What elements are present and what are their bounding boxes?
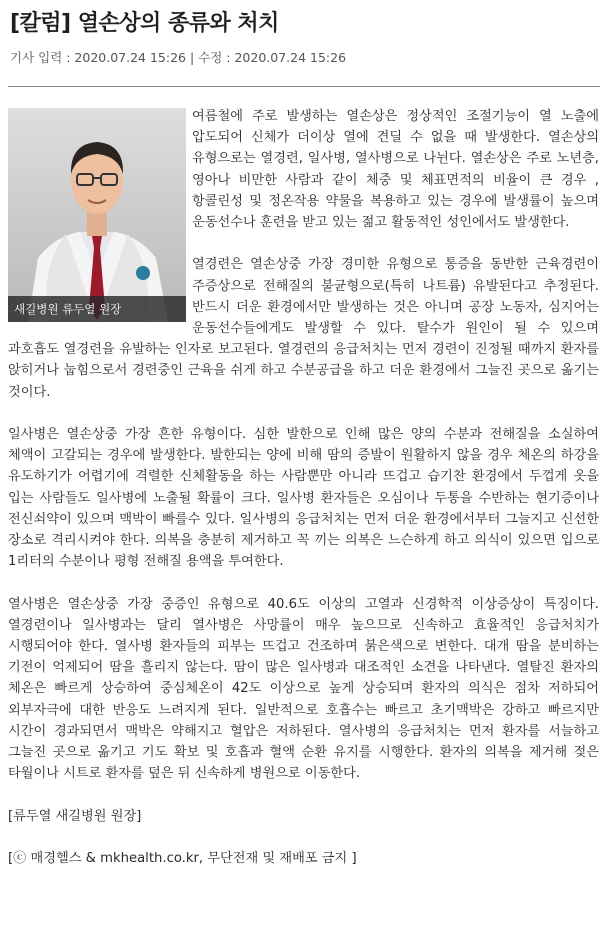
article-meta: 기사 입력 : 2020.07.24 15:26 | 수정 : 2020.07.24 15:26 (10, 50, 347, 65)
photo-spacer (8, 106, 192, 322)
article-title: [칼럼] 열손상의 종류와 처치 (10, 11, 279, 36)
article-body (8, 106, 599, 869)
paragraph-3: 일사병은 열손상중 가장 흔한 유형이다. 심한 발한으로 인해 많은 양의 수분과 전해질을 소실하여 체액이 고갈되는 경우에 발생한다. 발한되는 양에 비해 땀의 증발이 원활하지 않을 경우 체온의 하강을 유도하기가 어렵기에 격렬한 신체활동을 하는 사람뿐만 아니라 뜨겁고 습기찬 환경에서 두껍게 옷을 입는 사람들도 일사병에 노출될 확률이 크다. 일사병 환자들은 오심이나 두통을 수반하는 현기증이나 전신쇠약이 있으며 맥박이 빠를수 있다. 일사병의 응급처치는 먼저 더운 환경에서부터 그늘지고 신선한 장소로 격리시켜야 한다. 의복을 충분히 제거하고 꼭 끼는 의복은 느슨하게 하고 의식이 있으면 입으로 1리터의 수분이나 평형 전해질 용액을 투여한다. (8, 427, 599, 570)
divider (8, 86, 600, 87)
paragraph-2: 열경련은 열손상중 가장 경미한 유형으로 통증을 동반한 근육경련이 주증상으로 전해질의 불균형으로(특히 나트륨) 유발된다고 추정된다. 반드시 더운 환경에서만 발생하는 것은 아니며 공장 노동자, 심지어는 운동선수들에게도 발생할 수 있다. 탈수가 원인이 될 수 있으며 과호흡도 열경련을 유발하는 인자로 보고된다. 열경련의 응급처치는 먼저 경련이 진정될 때까지 환자를 앉히거나 눕힘으로서 경련중인 근육을 쉬게 하고 수분공급을 하고 더운 환경에서 그늘진 곳으로 옮기는 것이다. (8, 257, 599, 400)
byline: [류두열 새길병원 원장] (8, 808, 142, 824)
photo-caption: 새길병원 류두열 원장 (8, 296, 186, 322)
copyright-notice: [ⓒ 매경헬스 & mkhealth.co.kr, 무단전재 및 재배포 금지 ] (8, 851, 357, 867)
paragraph-4: 열사병은 열손상중 가장 중증인 유형으로 40.6도 이상의 고열과 신경학적 이상증상이 특징이다. 열경련이나 일사병과는 달리 열사병은 사망률이 매우 높으므로 신속하고 효율적인 응급처치가 시행되어야 한다. 열사병 환자들의 피부는 뜨겁고 건조하며 붉은색으로 변한다. 대개 땀을 분비하는 기전이 억제되어 땀을 흘리지 않는다. 땀이 많은 일사병과 대조적인 소견을 나타낸다. 열탈진 환자의 체온은 빠르게 상승하여 중심체온이 42도 이상으로 높게 상승되며 환자의 의식은 점차 저하되어 외부자극에 대한 반응도 느려지게 된다. 일반적으로 호흡수는 빠르고 초기맥박은 강하고 빠르지만 시간이 경과되면서 맥박은 약해지고 혈압은 저하된다. 열사병의 응급처치는 먼저 환자를 서늘하고 그늘진 곳으로 옮기고 기도 확보 및 호흡과 혈액 순환 유지를 시행한다. 환자의 의복을 제거해 젖은 타월이나 시트로 환자를 덮은 뒤 신속하게 병원으로 이동한다. (8, 596, 599, 782)
paragraph-1: 여름철에 주로 발생하는 열손상은 정상적인 조절기능이 열 노출에 압도되어 신체가 더이상 열에 견딜 수 없을 때 발생한다. 열손상의 유형으로는 열경련, 일사병, 열사병으로 나뉜다. 열손상은 주로 노년층, 영아나 비만한 사람과 같이 체중 및 체표면적의 비율이 큰 경우 ,항콜린성 및 정온작용 약물을 복용하고 있는 경우에 발생률이 높으며 운동선수나 훈련을 받고 있는 젊고 활동적인 성인에서도 발생한다. (192, 109, 599, 231)
